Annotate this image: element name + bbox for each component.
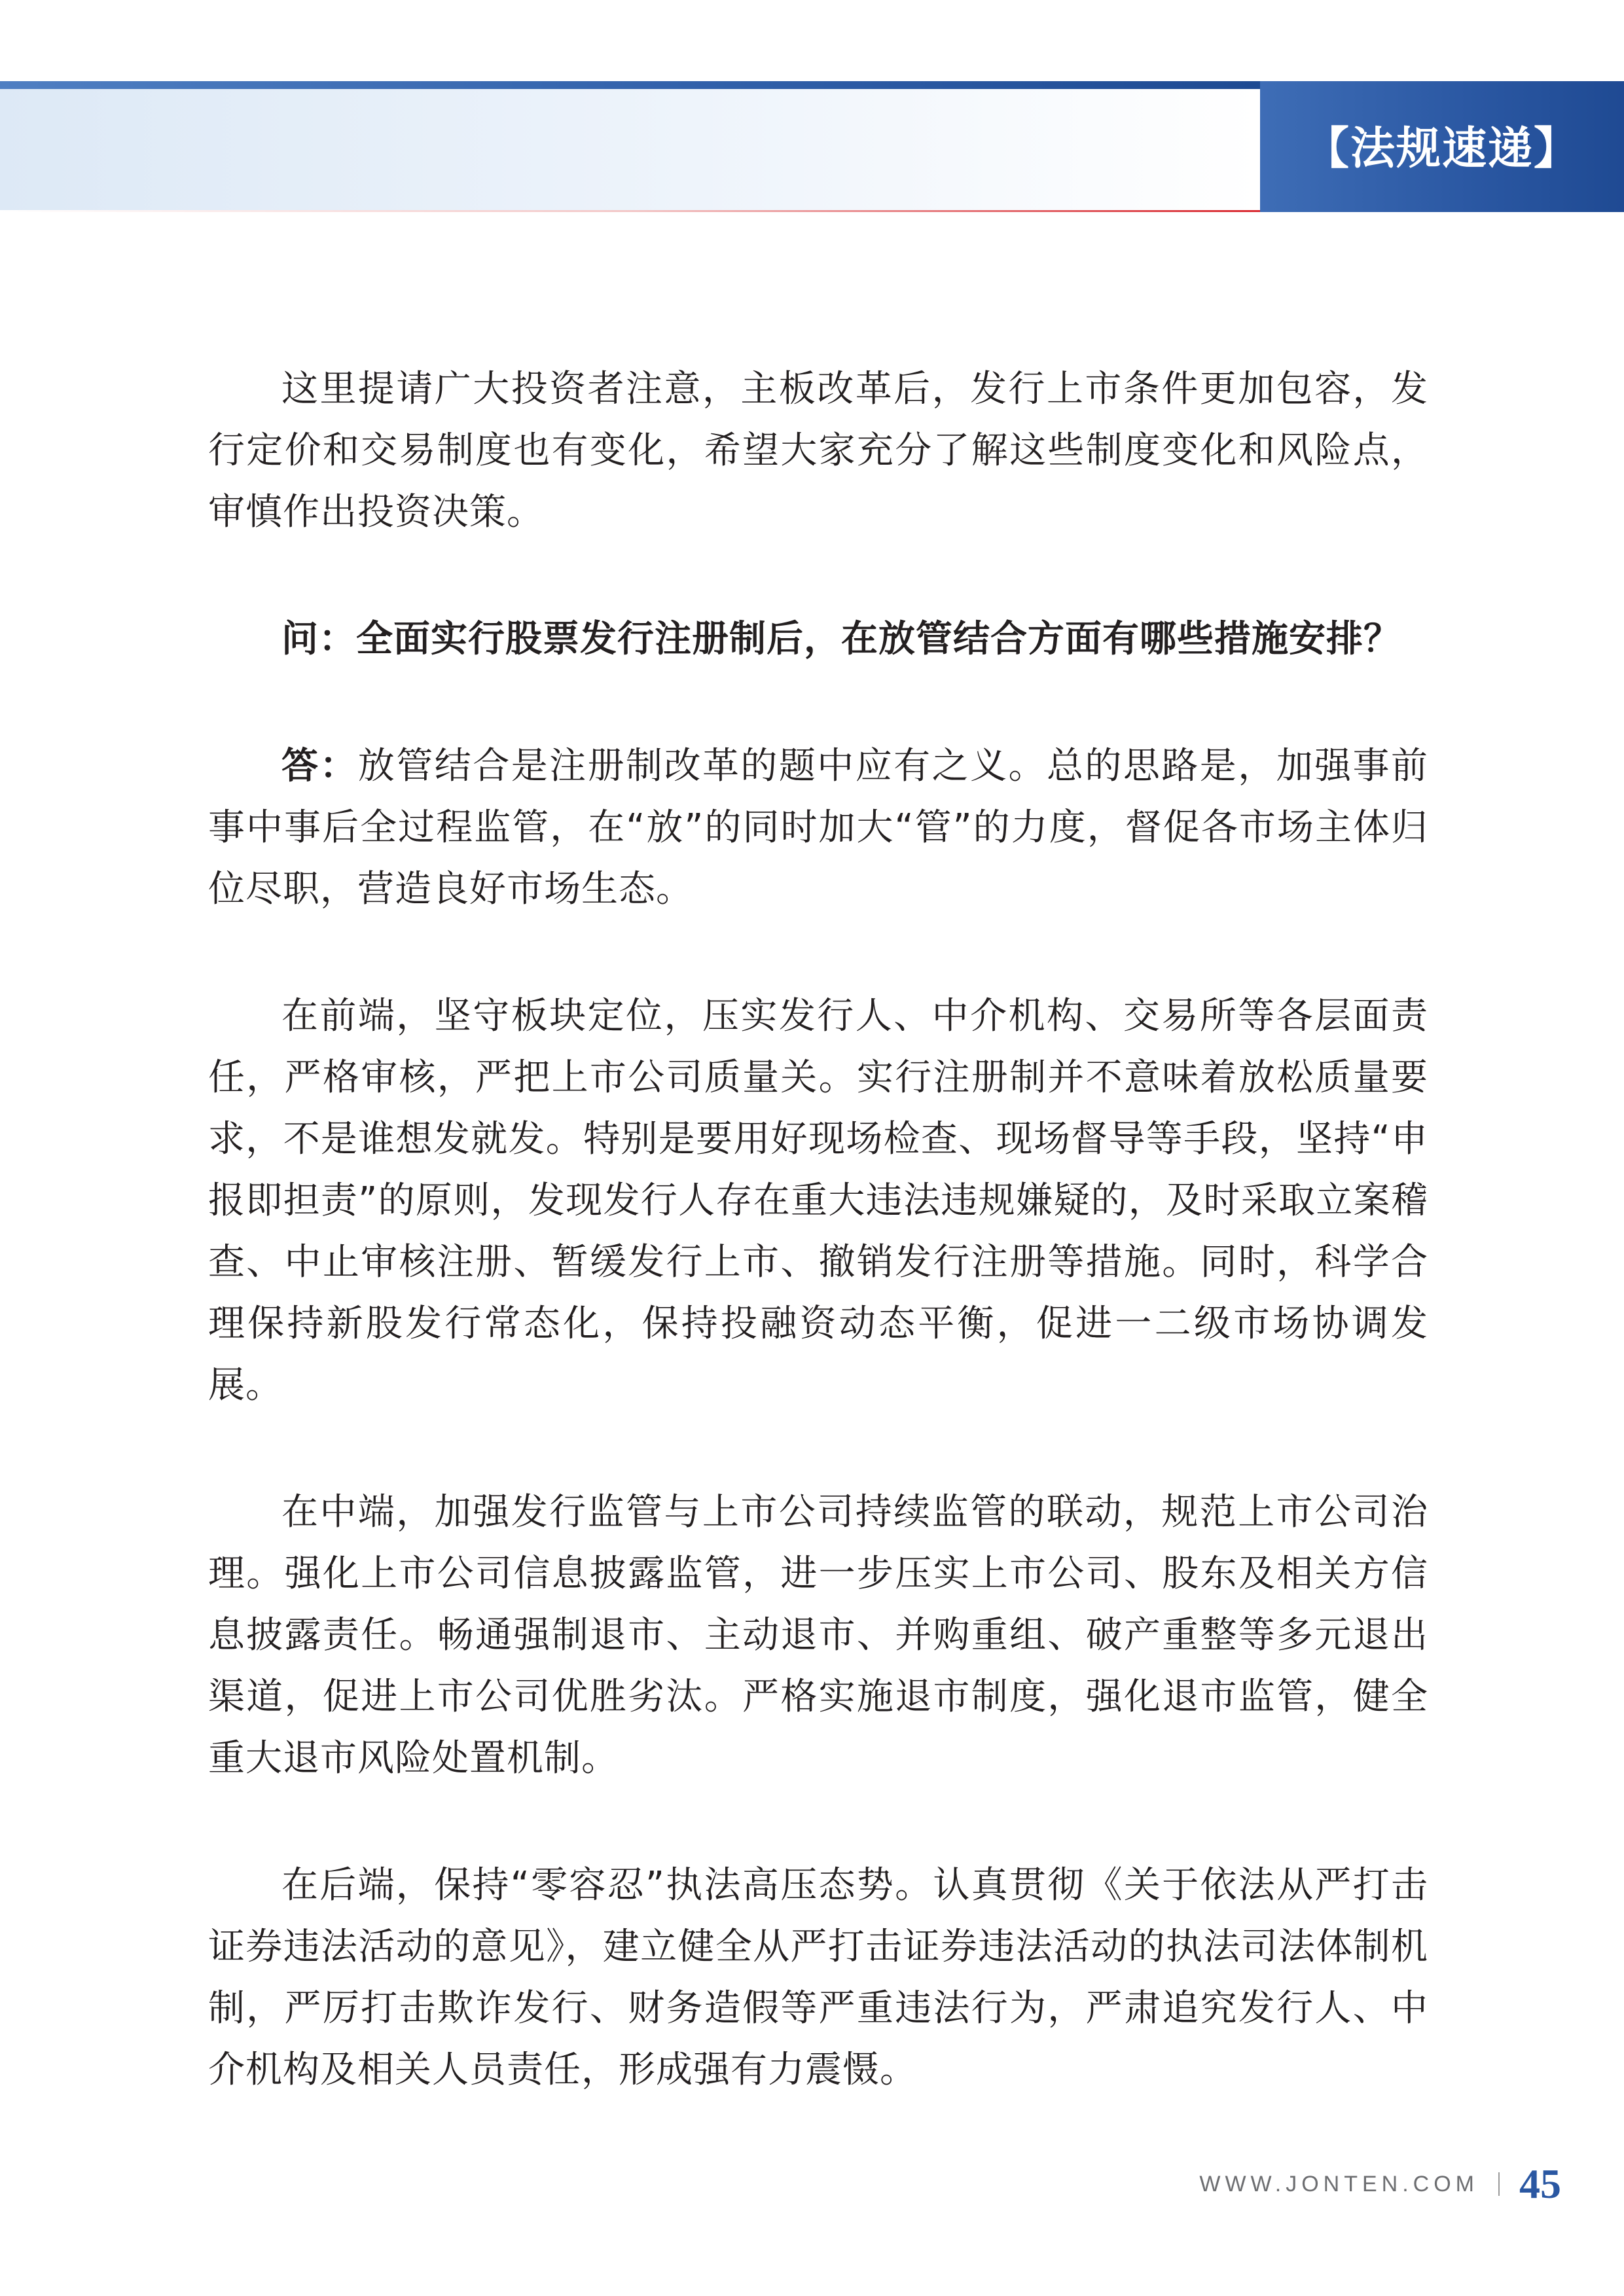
footer-divider — [1498, 2172, 1500, 2196]
section-tab — [1260, 81, 1624, 212]
answer-text: 放管结合是注册制改革的题中应有之义。总的思路是，加强事前事中事后全过程监管，在“放”的同时加大“管”的力度，督促各市场主体归位尽职，营造良好市场生态。 — [208, 745, 1429, 910]
answer-paragraph — [208, 736, 1428, 920]
middle-end-paragraph: 在中端，加强发行监管与上市公司持续监管的联动，规范上市公司治理。强化上市公司信息披露监管，进一步压实上市公司、股东及相关方信息披露责任。畅通强制退市、主动退市、并购重组、破产重整等多元退出渠道，促进上市公司优胜劣汰。严格实施退市制度，强化退市监管，健全重大退市风险处置机制。 — [208, 1491, 1428, 1780]
back-end-paragraph: 在后端，保持“零容忍”执法高压态势。认真贯彻《关于依法从严打击证券违法活动的意见》，建立健全从严打击证券违法活动的执法司法体制机制，严厉打击欺诈发行、财务造假等严重违法行为，严肃追究发行人、中介机构及相关人员责任，形成强有力震慑。 — [208, 1864, 1428, 2091]
section-label: 【法规速递】 — [1304, 122, 1579, 175]
header-accent-rule — [0, 210, 1260, 212]
article-body — [208, 359, 1428, 2101]
front-end-paragraph: 在前端，坚守板块定位，压实发行人、中介机构、交易所等各层面责任，严格审核，严把上市公司质量关。实行注册制并不意味着放松质量要求，不是谁想发就发。特别是要用好现场检查、现场督导等手段，坚持“申报即担责”的原则，发现发行人存在重大违法违规嫌疑的，及时采取立案稽查、中止审核注册、暂缓发行上市、撤销发行注册等措施。同时，科学合理保持新股发行常态化，保持投融资动态平衡，促进一二级市场协调发展。 — [208, 995, 1428, 1407]
question-heading: 问：全面实行股票发行注册制后，在放管结合方面有哪些措施安排？ — [281, 618, 1401, 660]
header-band — [0, 81, 1260, 212]
website-url: WWW.JONTEN.COM — [1199, 2171, 1479, 2197]
answer-lead: 答： — [281, 745, 358, 787]
page-footer — [1199, 2160, 1561, 2208]
intro-paragraph: 这里提请广大投资者注意，主板改革后，发行上市条件更加包容，发行定价和交易制度也有变化，希望大家充分了解这些制度变化和风险点，审慎作出投资决策。 — [208, 368, 1428, 533]
page-number: 45 — [1519, 2161, 1561, 2207]
header-top-rule — [0, 81, 1260, 89]
